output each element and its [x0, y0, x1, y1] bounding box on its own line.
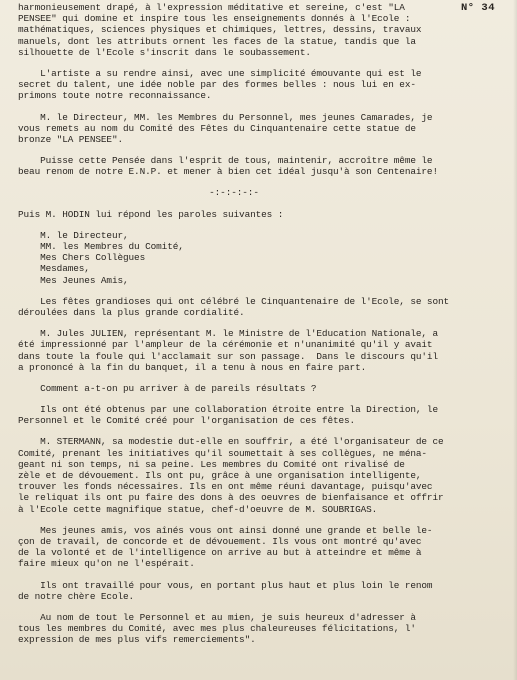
paragraph	[18, 209, 510, 220]
text-line: PENSEE" qui domine et inspire tous les enseignements donnés à l'Ecole :	[18, 13, 411, 25]
text-line: Au nom de tout le Personnel et au mien, je suis heureux d'adresser à	[18, 611, 416, 623]
text-line: harmonieusement drapé, à l'expression méditative et sereine, c'est "LA	[18, 2, 405, 13]
paragraph	[18, 2, 510, 58]
paragraph-gap	[18, 145, 510, 155]
text-line: tous les membres du Comité, avec mes plus chaleureuses félicitations, l'	[18, 623, 416, 635]
text-line: à l'Ecole cette magnifique statue, chef-d'oeuvre de M. SOUBRIGAS.	[18, 503, 378, 515]
paragraph-gap	[18, 58, 510, 68]
paragraph	[18, 230, 510, 286]
paragraph-gap	[18, 102, 510, 112]
paragraph	[18, 404, 510, 426]
paragraph-gap	[18, 373, 510, 383]
text-line: geant ni son temps, ni sa peine. Les membres du Comité ont rivalisé de	[18, 458, 405, 470]
text-line: Les fêtes grandioses qui ont célébré le Cinquantenaire de l'Ecole, se sont	[18, 295, 450, 307]
text-line: M. le Directeur, MM. les Membres du Personnel, mes jeunes Camarades, je	[18, 111, 433, 123]
text-line: Personnel et le Comité créé pour l'organisation de ces fêtes.	[18, 415, 356, 427]
paragraph	[18, 155, 510, 177]
text-line: secret du talent, une idée noble par des formes belles : nous lui en ex-	[18, 79, 416, 91]
text-line: Comité, prenant les initiatives qu'il soumettait à ses collègues, ne ména-	[18, 447, 427, 459]
text-line: M. STERMANN, sa modestie dut-elle en souffrir, a été l'organisateur de ce	[18, 436, 444, 448]
text-line: déroulées dans la plus grande cordialité.	[18, 306, 245, 318]
text-line: L'artiste a su rendre ainsi, avec une simplicité émouvante qui est le	[18, 67, 422, 79]
paragraph-gap	[18, 318, 510, 328]
text-line: zèle et de dévouement. Ils ont pu, grâce à une organisation intelligente,	[18, 470, 422, 481]
text-line: de notre chère Ecole.	[18, 590, 135, 602]
document-body	[18, 2, 510, 645]
paragraph	[18, 525, 510, 570]
text-line: Mes Jeunes Amis,	[18, 274, 129, 286]
paragraph-gap	[18, 394, 510, 404]
text-line: faire mieux qu'on ne l'espérait.	[18, 558, 195, 570]
text-line: dans toute la foule qui l'acclamait sur son passage. Dans le discours qu'il	[18, 350, 438, 362]
text-line: Ils ont travaillé pour vous, en portant plus haut et plus loin le renom	[18, 579, 433, 591]
page-edge-shadow	[513, 0, 517, 680]
text-line: a prononcé à la fin du banquet, il a tenu à nous en faire part.	[18, 361, 367, 373]
paragraph-gap	[18, 177, 510, 187]
text-line: MM. les Membres du Comité,	[18, 241, 184, 252]
paragraph	[18, 296, 510, 318]
paragraph-gap	[18, 220, 510, 230]
text-line: Mesdames,	[18, 263, 90, 275]
text-line: çon de travail, de concorde et de dévouement. Ils vous ont montré qu'avec	[18, 535, 422, 547]
text-line: vous remets au nom du Comité des Fêtes du Cinquantenaire cette statue de	[18, 122, 416, 134]
text-line: Mes Chers Collègues	[18, 252, 146, 264]
paragraph	[18, 328, 510, 373]
paragraph	[18, 612, 510, 646]
paragraph-gap	[18, 426, 510, 436]
paragraph-gap	[18, 199, 510, 209]
text-line: Comment a-t-on pu arriver à de pareils résultats ?	[18, 382, 317, 394]
text-line: le reliquat ils ont pu faire des dons à des oeuvres de bienfaisance et offrir	[18, 492, 444, 504]
paragraph-gap	[18, 570, 510, 580]
text-line: M. le Directeur,	[18, 229, 129, 241]
paragraph	[18, 383, 510, 394]
paragraph-gap	[18, 515, 510, 525]
paragraph-gap	[18, 286, 510, 296]
text-line: Ils ont été obtenus par une collaboration étroite entre la Direction, le	[18, 404, 438, 416]
text-line: trouver les fonds nécessaires. Ils en ont même réuni davantage, puisqu'avec	[18, 481, 433, 493]
text-line: manuels, dont les attributs ornent les faces de la statue, tandis que la	[18, 35, 416, 47]
text-line: de la volonté et de l'intelligence on arrive au but à atteindre et même à	[18, 547, 422, 559]
paragraph	[18, 580, 510, 602]
text-line: été impressionné par l'ampleur de la cérémonie et n'unanimité qu'il y avait	[18, 339, 433, 351]
text-line: expression de mes plus vifs remerciements".	[18, 634, 256, 646]
text-line: bronze "LA PENSEE".	[18, 133, 123, 145]
text-line: silhouette de l'Ecole s'inscrit dans le soubassement.	[18, 46, 311, 58]
text-line: primons toute notre reconnaissance.	[18, 90, 212, 102]
text-line: M. Jules JULIEN, représentant M. le Ministre de l'Education Nationale, a	[18, 328, 438, 340]
paragraph	[18, 68, 510, 102]
text-line: beau renom de notre E.N.P. et mener à bien cet idéal jusqu'à son Centenaire!	[18, 166, 438, 178]
paragraph	[18, 436, 510, 514]
text-line: Puisse cette Pensée dans l'esprit de tous, maintenir, accroître même le	[18, 155, 433, 167]
text-line: mathématiques, sciences physiques et chimiques, lettres, dessins, travaux	[18, 24, 422, 36]
page-number: N° 34	[460, 2, 495, 14]
text-line: Puis M. HODIN lui répond les paroles suivantes :	[18, 208, 284, 220]
paragraph	[18, 112, 510, 146]
section-separator: -:-:-:-:-	[209, 187, 259, 199]
text-line: Mes jeunes amis, vos aînés vous ont ainsi donné une grande et belle le-	[18, 524, 433, 536]
paragraph-gap	[18, 602, 510, 612]
